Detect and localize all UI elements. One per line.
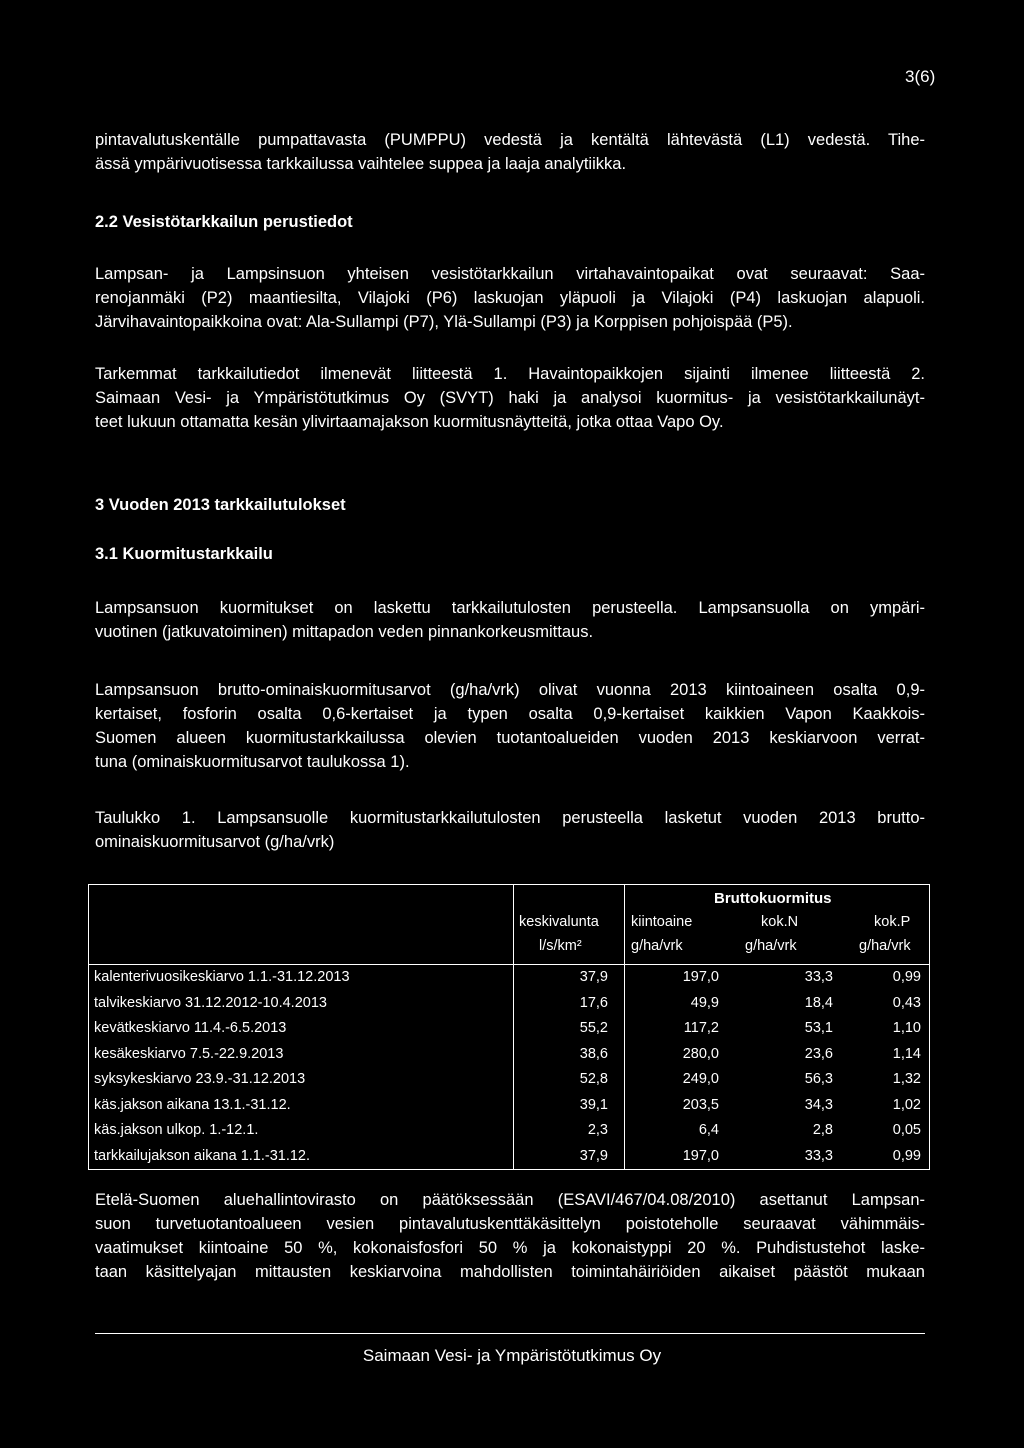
table-row-label: kalenterivuosikeskiarvo 1.1.-31.12.2013 [94, 969, 350, 985]
text-line: pintavalutuskentälle pumpattavasta (PUMPPU) vedestä ja kentältä lähtevästä (L1) vedestä. Tihe- [95, 131, 925, 149]
text-line: kertaiset, fosforin osalta 0,6-kertaiset ja typen osalta 0,9-kertaiset kaikkien Vapon Kaakkois- [95, 705, 925, 723]
table-cell: 17,6 [579, 994, 608, 1011]
table-cell: 280,0 [682, 1045, 719, 1062]
intro-paragraph [95, 128, 925, 176]
text-line: Taulukko 1. Lampsansuolle kuormitustarkkailutulosten perusteella lasketut vuoden 2013 brutto- [95, 809, 925, 827]
text-line: suon turvetuotantoalueen vesien pintavalutuskenttäkäsittelyn poistoteholle seuraavat vähimmäis- [95, 1215, 925, 1233]
section-2-2-paragraph-2 [95, 362, 925, 434]
table-header-unit: l/s/km² [539, 938, 582, 954]
section-heading-2-2: 2.2 Vesistötarkkailun perustiedot [95, 213, 353, 231]
table-cell: 37,9 [579, 969, 608, 985]
table-cell: 56,3 [804, 1071, 833, 1087]
table-divider [513, 885, 514, 1169]
text-line: Saimaan Vesi- ja Ympäristötutkimus Oy (SVYT) haki ja analysoi kuormitus- ja vesistötarkkailunäyt- [95, 389, 925, 407]
table-group-header: Bruttokuormitus [714, 890, 832, 907]
text-line: taan käsittelyajan mittausten keskiarvoina mahdollisten toimintahäiriöiden aikaiset päästöt mukaan [95, 1263, 925, 1281]
table-row-label: kevätkeskiarvo 11.4.-6.5.2013 [94, 1020, 287, 1036]
table-cell: 52,8 [579, 1071, 608, 1087]
table-cell: 39,1 [579, 1096, 608, 1113]
table-cell: 34,3 [804, 1096, 833, 1113]
table-cell: 0,05 [892, 1122, 921, 1138]
section-heading-3-1: 3.1 Kuormitustarkkailu [95, 545, 273, 563]
text-line: vuotinen (jatkuvatoiminen) mittapadon veden pinnankorkeusmittaus. [95, 623, 594, 641]
table-cell: 1,10 [892, 1020, 921, 1036]
table-cell: 18,4 [804, 994, 833, 1011]
table-header: kok.P [874, 914, 911, 930]
table-cell: 1,02 [892, 1096, 921, 1113]
table-cell: 1,14 [892, 1045, 921, 1062]
closing-paragraph [95, 1188, 925, 1284]
text-line: Lampsan- ja Lampsinsuon yhteisen vesistötarkkailun virtahavaintopaikat ovat seuraavat: Saa- [95, 265, 925, 283]
table-header-unit: g/ha/vrk [859, 938, 911, 954]
table-cell: 117,2 [683, 1020, 719, 1036]
text-line: Etelä-Suomen aluehallintovirasto on päätöksessään (ESAVI/467/04.08/2010) asettanut Lampsan- [95, 1191, 925, 1209]
table-cell: 0,99 [892, 969, 921, 985]
text-line: tuna (ominaiskuormitusarvot taulukossa 1). [95, 753, 410, 771]
table-row-label: käs.jakson aikana 13.1.-31.12. [94, 1096, 291, 1113]
text-line: Tarkemmat tarkkailutiedot ilmenevät liitteestä 1. Havaintopaikkojen sijainti ilmenee liitteestä 2. [95, 365, 925, 383]
table-header-unit: g/ha/vrk [745, 938, 797, 954]
table-cell: 0,43 [892, 994, 921, 1011]
table-cell: 249,0 [682, 1071, 719, 1087]
table-cell: 2,3 [587, 1122, 608, 1138]
section-3-1-paragraph-1 [95, 596, 925, 644]
text-line: Lampsansuon brutto-ominaiskuormitusarvot (g/ha/vrk) olivat vuonna 2013 kiintoaineen osalta 0,9- [95, 681, 925, 699]
table-cell: 197,0 [682, 1147, 719, 1164]
table-cell: 53,1 [804, 1020, 833, 1036]
table-cell: 203,5 [682, 1096, 719, 1113]
text-line: ässä ympärivuotisessa tarkkailussa vaihtelee suppea ja laaja analytiikka. [95, 155, 627, 173]
table-divider [624, 885, 625, 1169]
section-3-1-paragraph-2 [95, 678, 925, 774]
text-line: Lampsansuon kuormitukset on laskettu tarkkailutulosten perusteella. Lampsansuolla on ympäri- [95, 599, 925, 617]
table-header: keskivalunta [519, 914, 599, 930]
table-cell: 6,4 [698, 1122, 719, 1138]
text-line: teet lukuun ottamatta kesän ylivirtaamajakson kuormitusnäytteitä, jotka ottaa Vapo Oy. [95, 413, 724, 431]
table-cell: 49,9 [690, 994, 719, 1011]
table-row-label: talvikeskiarvo 31.12.2012-10.4.2013 [94, 994, 327, 1011]
text-line: vaatimukset kiintoaine 50 %, kokonaisfosfori 50 % ja kokonaistyppi 20 %. Puhdistustehot laske- [95, 1239, 925, 1257]
table-header: kok.N [761, 914, 799, 930]
table-cell: 33,3 [804, 969, 833, 985]
text-line: Järvihavaintopaikkoina ovat: Ala-Sullampi (P7), Ylä-Sullampi (P3) ja Korppisen pohjoispää (P5). [95, 313, 793, 331]
table-cell: 37,9 [579, 1147, 608, 1164]
table-cell: 2,8 [812, 1122, 833, 1138]
table-caption [95, 806, 925, 854]
text-line: renojanmäki (P2) maantiesilta, Vilajoki (P6) laskuojan yläpuoli ja Vilajoki (P4) laskuojan alapuoli. [95, 289, 925, 307]
table-header-unit: g/ha/vrk [631, 938, 683, 954]
section-2-2-paragraph-1 [95, 262, 925, 334]
table-row-label: tarkkailujakson aikana 1.1.-31.12. [94, 1147, 311, 1164]
table-row-label: syksykeskiarvo 23.9.-31.12.2013 [94, 1071, 306, 1087]
footer-text: Saimaan Vesi- ja Ympäristötutkimus Oy [362, 1346, 662, 1365]
table-divider [89, 964, 929, 965]
footer-rule [95, 1333, 925, 1334]
table-row-label: kesäkeskiarvo 7.5.-22.9.2013 [94, 1045, 284, 1062]
table-cell: 1,32 [892, 1071, 921, 1087]
table-header: kiintoaine [631, 914, 693, 930]
text-line: Suomen alueen kuormitustarkkailussa olevien tuotantoalueiden vuoden 2013 keskiarvoon verrat- [95, 729, 925, 747]
text-line: ominaiskuormitusarvot (g/ha/vrk) [95, 833, 335, 851]
page-number: 3(6) [905, 67, 936, 86]
table-row-label: käs.jakson ulkop. 1.-12.1. [94, 1122, 259, 1138]
table-cell: 197,0 [682, 969, 719, 985]
table-cell: 0,99 [892, 1147, 921, 1164]
table-cell: 33,3 [804, 1147, 833, 1164]
section-heading-3: 3 Vuoden 2013 tarkkailutulokset [95, 496, 346, 514]
load-table [88, 884, 930, 1170]
table-cell: 23,6 [804, 1045, 833, 1062]
table-cell: 55,2 [579, 1020, 608, 1036]
table-cell: 38,6 [579, 1045, 608, 1062]
